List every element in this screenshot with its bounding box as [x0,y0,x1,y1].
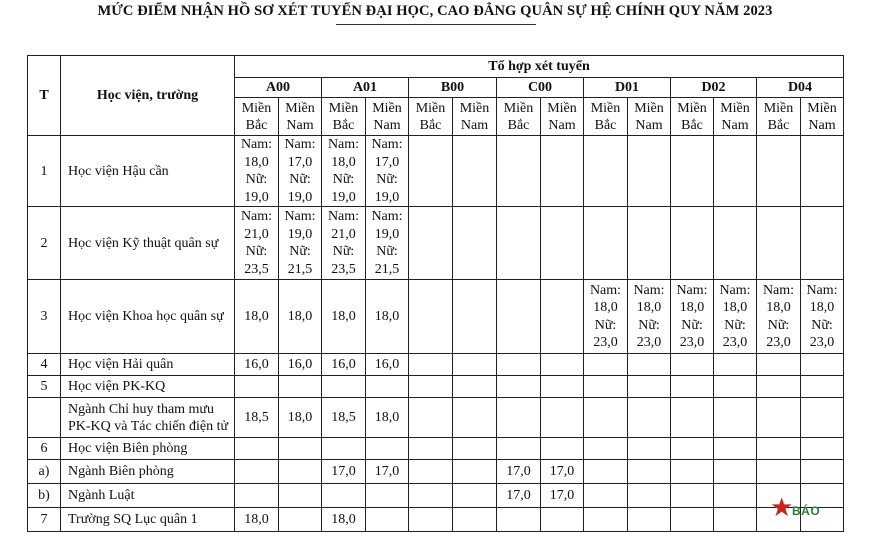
row-stt: b) [28,484,61,508]
table-row [28,280,844,354]
score-cell [409,136,453,207]
score-cell [584,438,628,460]
score-cell [628,376,671,398]
row-school-name: Ngành Luật [61,484,235,508]
score-cell: Nam: 18,0 Nữ: 19,0 [322,136,366,207]
score-cell [757,376,801,398]
row-stt: 5 [28,376,61,398]
score-cell [279,460,322,484]
score-cell [714,354,757,376]
combo-header-a00: A00 [235,78,322,98]
score-cell [671,484,714,508]
score-cell [628,136,671,207]
score-cell [628,460,671,484]
score-cell [235,376,279,398]
region-header-mien-nam: Miền Nam [541,98,584,136]
table-row [28,460,844,484]
region-header-mien-nam: Miền Nam [714,98,757,136]
score-cell [409,280,453,354]
score-cell [497,376,541,398]
score-cell: 17,0 [497,460,541,484]
score-cell [671,438,714,460]
score-cell [714,398,757,438]
star-icon: ★ [770,493,794,522]
title-underline [336,24,536,25]
page-title: MỨC ĐIỂM NHẬN HỒ SƠ XÉT TUYỂN ĐẠI HỌC, CAO ĐẲNG QUÂN SỰ HỆ CHÍNH QUY NĂM 2023 [97,3,773,19]
score-cell [453,136,497,207]
combo-header-c00: C00 [497,78,584,98]
score-cell [584,136,628,207]
score-cell: Nam: 17,0 Nữ: 19,0 [279,136,322,207]
region-header-mien-bac: Miền Bắc [757,98,801,136]
score-cell [541,280,584,354]
score-cell [714,376,757,398]
region-header-mien-nam: Miền Nam [279,98,322,136]
row-stt: 1 [28,136,61,207]
row-stt: 3 [28,280,61,354]
score-cell [453,460,497,484]
score-cell [279,376,322,398]
score-cell [584,207,628,280]
score-cell [584,354,628,376]
score-cell [279,484,322,508]
row-stt: a) [28,460,61,484]
combo-header-a01: A01 [322,78,409,98]
watermark-text: BÁO [792,504,821,518]
score-cell: Nam: 19,0 Nữ: 21,5 [279,207,322,280]
score-cell: 17,0 [322,460,366,484]
score-cell [497,398,541,438]
score-cell [714,484,757,508]
row-school-name: Học viện Hậu cần [61,136,235,207]
score-cell [801,398,844,438]
header-group: Tổ hợp xét tuyển [235,56,844,78]
score-cell [628,354,671,376]
score-cell [279,438,322,460]
score-cell [584,460,628,484]
score-cell: 16,0 [322,354,366,376]
score-cell [409,354,453,376]
score-cell [671,376,714,398]
row-school-name: Học viện Khoa học quân sự [61,280,235,354]
score-cell: Nam: 21,0 Nữ: 23,5 [322,207,366,280]
score-cell [541,376,584,398]
table-row [28,438,844,460]
table-row [28,207,844,280]
score-cell [453,398,497,438]
score-cell [497,136,541,207]
score-cell [801,354,844,376]
table-row [28,398,844,438]
score-cell [453,207,497,280]
score-cell [584,508,628,532]
score-cell: Nam: 21,0 Nữ: 23,5 [235,207,279,280]
region-header-mien-nam: Miền Nam [801,98,844,136]
score-cell [497,280,541,354]
score-cell: Nam: 18,0 Nữ: 23,0 [671,280,714,354]
table-body [28,136,844,532]
score-cell [628,508,671,532]
score-cell [714,438,757,460]
row-stt: 7 [28,508,61,532]
score-cell: 18,0 [279,398,322,438]
score-cell: Nam: 18,0 Nữ: 23,0 [584,280,628,354]
score-cell [497,508,541,532]
score-cell [235,460,279,484]
row-stt: 6 [28,438,61,460]
score-cell [671,508,714,532]
watermark-logo [770,492,862,530]
score-cell: 18,0 [366,398,409,438]
score-cell [453,280,497,354]
score-cell [409,508,453,532]
row-stt: 4 [28,354,61,376]
score-cell [322,438,366,460]
score-cell [497,438,541,460]
score-cell [497,354,541,376]
row-stt: 2 [28,207,61,280]
score-cell [409,460,453,484]
admission-score-table [27,55,844,532]
score-cell [541,508,584,532]
score-cell: Nam: 17,0 Nữ: 19,0 [366,136,409,207]
region-header-mien-bac: Miền Bắc [584,98,628,136]
row-school-name: Học viện Kỹ thuật quân sự [61,207,235,280]
score-cell [453,438,497,460]
score-cell [801,438,844,460]
score-cell: 18,0 [366,280,409,354]
score-cell: 17,0 [497,484,541,508]
row-school-name: Học viện Hải quân [61,354,235,376]
score-cell [584,398,628,438]
score-cell [322,484,366,508]
score-cell [757,354,801,376]
score-cell [714,136,757,207]
score-cell: 18,0 [322,508,366,532]
region-header-mien-bac: Miền Bắc [671,98,714,136]
score-cell [279,508,322,532]
score-cell: Nam: 18,0 Nữ: 23,0 [714,280,757,354]
table-row [28,484,844,508]
score-cell: 16,0 [235,354,279,376]
score-cell [714,508,757,532]
score-cell [409,398,453,438]
score-cell [801,207,844,280]
score-cell: Nam: 19,0 Nữ: 21,5 [366,207,409,280]
score-cell [497,207,541,280]
score-cell: 18,5 [322,398,366,438]
score-cell [801,460,844,484]
score-cell: 18,0 [322,280,366,354]
score-cell [541,438,584,460]
score-cell [671,460,714,484]
row-school-name: Trường SQ Lục quân 1 [61,508,235,532]
score-cell [235,438,279,460]
combo-header-b00: B00 [409,78,497,98]
row-school-name: Ngành Chỉ huy tham mưu PK-KQ và Tác chiến điện tử [61,398,235,438]
score-cell [453,508,497,532]
score-cell [366,376,409,398]
combo-header-d04: D04 [757,78,844,98]
score-cell [453,376,497,398]
score-cell [714,207,757,280]
score-cell [322,376,366,398]
row-stt [28,398,61,438]
score-cell: Nam: 18,0 Nữ: 23,0 [628,280,671,354]
score-cell [757,438,801,460]
score-cell: 18,5 [235,398,279,438]
score-cell [671,354,714,376]
header-school: Học viện, trường [61,56,235,136]
score-cell [541,207,584,280]
score-cell [409,438,453,460]
score-cell: 17,0 [366,460,409,484]
table-row [28,508,844,532]
table-row [28,376,844,398]
score-cell [584,484,628,508]
row-school-name: Học viện Biên phòng [61,438,235,460]
region-header-mien-nam: Miền Nam [628,98,671,136]
score-cell: 17,0 [541,484,584,508]
score-cell: Nam: 18,0 Nữ: 23,0 [757,280,801,354]
score-cell [366,484,409,508]
header-stt: T [28,56,61,136]
region-header-mien-bac: Miền Bắc [497,98,541,136]
score-cell: 18,0 [235,280,279,354]
row-school-name: Học viện PK-KQ [61,376,235,398]
score-cell [628,438,671,460]
score-cell [628,398,671,438]
score-cell [584,376,628,398]
table-row [28,354,844,376]
score-cell [409,207,453,280]
score-cell [235,484,279,508]
score-cell [801,376,844,398]
score-cell [541,398,584,438]
score-cell [409,376,453,398]
combo-header-d01: D01 [584,78,671,98]
combo-header-d02: D02 [671,78,757,98]
score-cell [757,398,801,438]
row-school-name: Ngành Biên phòng [61,460,235,484]
score-cell: 18,0 [279,280,322,354]
score-cell [671,398,714,438]
score-cell [453,484,497,508]
region-header-mien-bac: Miền Bắc [235,98,279,136]
score-cell [453,354,497,376]
score-cell [671,136,714,207]
score-cell: Nam: 18,0 Nữ: 19,0 [235,136,279,207]
score-cell [366,508,409,532]
score-cell [757,136,801,207]
score-cell: 18,0 [235,508,279,532]
score-cell: Nam: 18,0 Nữ: 23,0 [801,280,844,354]
region-header-mien-bac: Miền Bắc [409,98,453,136]
score-cell [541,354,584,376]
region-header-mien-nam: Miền Nam [366,98,409,136]
region-header-mien-bac: Miền Bắc [322,98,366,136]
score-cell [801,136,844,207]
score-cell [366,438,409,460]
score-cell: 16,0 [366,354,409,376]
score-cell [757,207,801,280]
score-cell [409,484,453,508]
region-header-mien-nam: Miền Nam [453,98,497,136]
table-row [28,136,844,207]
score-cell [628,484,671,508]
score-cell: 17,0 [541,460,584,484]
score-cell [714,460,757,484]
score-cell [628,207,671,280]
score-cell [671,207,714,280]
score-cell [541,136,584,207]
score-cell: 16,0 [279,354,322,376]
score-cell [757,460,801,484]
